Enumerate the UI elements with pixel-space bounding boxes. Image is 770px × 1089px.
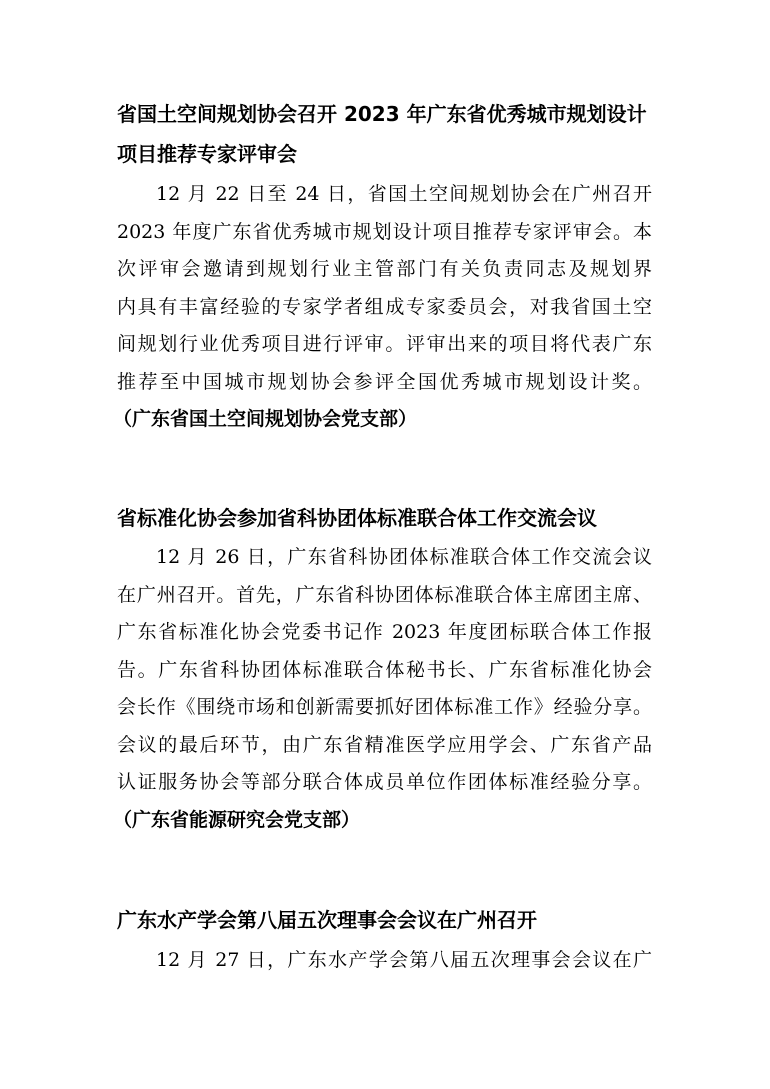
article-1-body-line: 间规划行业优秀项目进行评审。评审出来的项目将代表广东	[117, 333, 652, 355]
article-3-title	[117, 900, 657, 940]
article-2-title-line: 省标准化协会参加省科协团体标准联合体工作交流会议	[117, 506, 597, 530]
article-2-body	[113, 539, 652, 839]
article-2-body-line: 会议的最后环节，由广东省精准医学应用学会、广东省产品	[117, 733, 652, 756]
article-3-body	[117, 942, 652, 980]
article-2-body-line: 告。广东省科协团体标准联合体秘书长、广东省标准化协会	[117, 658, 652, 681]
article-1-body	[113, 176, 652, 439]
article-1-body-line: 推荐至中国城市规划协会参评全国优秀城市规划设计奖。	[117, 370, 652, 393]
article-1-body-line: 2023 年度广东省优秀城市规划设计项目推荐专家评审会。本	[117, 220, 652, 243]
article-1-title	[117, 94, 657, 174]
article-1-body-line: 12 月 22 日至 24 日，省国土空间规划协会在广州召开	[156, 183, 652, 205]
article-1-body-line: 次评审会邀请到规划行业主管部门有关负责同志及规划界	[117, 258, 652, 280]
article-1-source: （广东省国土空间规划协会党支部）	[113, 408, 418, 430]
article-1-body-line: 内具有丰富经验的专家学者组成专家委员会，对我省国土空	[117, 295, 652, 318]
article-2-source: （广东省能源研究会党支部）	[113, 808, 361, 831]
article-3-title-line: 广东水产学会第八届五次理事会会议在广州召开	[117, 908, 537, 932]
article-2-body-line: 会长作《围绕市场和创新需要抓好团体标准工作》经验分享。	[117, 696, 652, 718]
article-2-body-line: 广东省标准化协会党委书记作 2023 年度团标联合体工作报	[117, 621, 652, 643]
article-2-title	[117, 498, 657, 538]
article-1-title-line: 省国土空间规划协会召开 2023 年广东省优秀城市规划设计	[117, 102, 647, 126]
article-1-title-line: 项目推荐专家评审会	[117, 142, 297, 166]
article-2-body-line: 12 月 26 日，广东省科协团体标准联合体工作交流会议	[156, 546, 652, 568]
article-2-body-line: 认证服务协会等部分联合体成员单位作团体标准经验分享。	[117, 771, 652, 793]
article-2-body-line: 在广州召开。首先，广东省科协团体标准联合体主席团主席、	[117, 583, 652, 606]
article-3-body-line: 12 月 27 日，广东水产学会第八届五次理事会会议在广	[156, 949, 652, 971]
